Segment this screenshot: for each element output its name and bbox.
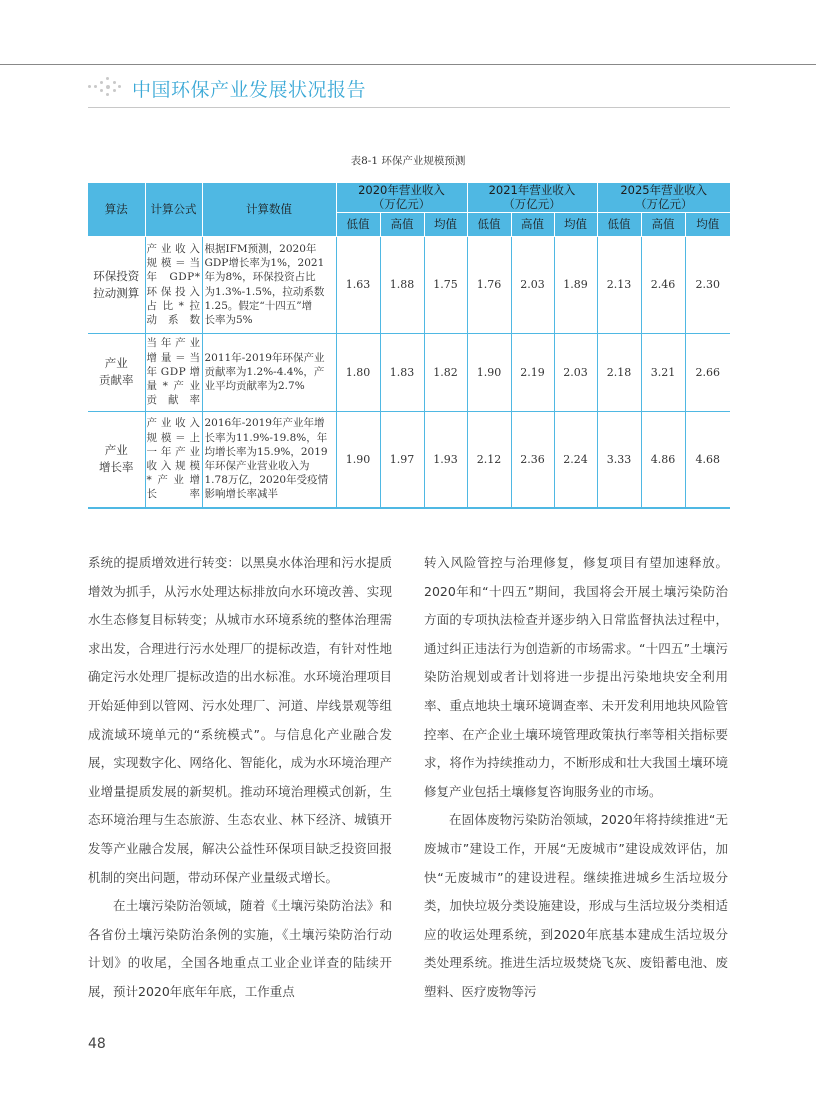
ornament-dot [88,85,91,88]
numeric-cell: 1.88 [380,236,424,333]
numeric-cell: 2.03 [511,236,554,333]
description-line: 2011年-2019年环保产业 [204,351,325,364]
formula-line: 产业收入 [146,242,201,255]
table-row [88,333,730,411]
algorithm-line: 产业 [104,443,128,457]
numeric-cell: 2.19 [511,333,554,411]
numeric-cell: 2.46 [641,236,685,333]
description-line: 贡献率为1.2%-4.4%，产 [204,365,325,378]
header-2020-low: 低值 [336,212,380,236]
header-rule [88,107,730,108]
description-line: 长率为5% [204,313,253,326]
header-2020-high: 高值 [380,212,424,236]
formula-line: 环保投入 [146,285,201,298]
numeric-cell: 1.90 [336,411,380,507]
description-line: 年环保产业营业收入为 [204,460,310,472]
value-description-cell [202,333,336,411]
numeric-cell: 1.75 [424,236,467,333]
algorithm-cell [88,333,145,411]
header-2021-avg: 均值 [554,212,597,236]
value-description-cell [202,411,336,507]
formula-cell [145,411,202,507]
description-line: 影响增长率减半 [204,488,278,501]
formula-line: 一年产业 [146,445,201,458]
description-line: 根据IFM预测，2020年 [204,242,317,255]
formula-line: 贡献率 [146,394,201,407]
header-2025-line2: （万亿元） [635,197,693,212]
header-2020 [336,183,467,212]
numeric-cell: 3.33 [597,411,641,507]
ornament-dot [113,81,116,84]
numeric-cell: 1.83 [380,333,424,411]
numeric-cell: 1.76 [467,236,511,333]
numeric-cell: 1.89 [554,236,597,333]
ornament-dot [100,89,103,92]
formula-line: 占比*拉 [146,299,201,312]
numeric-cell: 2.30 [685,236,730,333]
algorithm-line: 拉动测算 [93,285,140,300]
numeric-cell: 2.18 [597,333,641,411]
table-row [88,236,730,333]
numeric-cell: 1.90 [467,333,511,411]
algorithm-line: 环保投资 [93,268,140,283]
numeric-cell: 2.13 [597,236,641,333]
numeric-cell: 1.97 [380,411,424,507]
numeric-cell: 3.21 [641,333,685,411]
table-bottom-rule [88,508,730,509]
header-2020-avg: 均值 [424,212,467,236]
numeric-cell: 2.66 [685,333,730,411]
description-line: 均增长率为15.9%，2019 [204,445,328,458]
header-formula: 计算公式 [145,183,202,236]
algorithm-line: 产业 [104,356,128,370]
table-row [88,411,730,507]
description-line: 1.25。假定“十四五”增 [204,299,313,312]
algorithm-cell [88,236,145,333]
formula-line: 年GDP* [146,271,201,284]
description-line: 长率为11.9%-19.8%，年 [204,431,328,444]
header-2021-high: 高值 [511,212,554,236]
numeric-cell: 2.36 [511,411,554,507]
numeric-cell: 1.63 [336,236,380,333]
body-column-left [88,549,392,1007]
header-2021-line2: （万亿元） [503,197,561,212]
header-2025-low: 低值 [597,212,641,236]
ornament-dot [106,85,110,89]
header-2020-line2: （万亿元） [372,197,431,212]
formula-cell [145,333,202,411]
header-2025-avg: 均值 [685,212,730,236]
numeric-cell: 1.93 [424,411,467,507]
header-dots-ornament [88,77,124,97]
numeric-cell: 2.24 [554,411,597,507]
formula-cell [145,236,202,333]
ornament-dot [113,89,116,92]
numeric-cell: 2.12 [467,411,511,507]
algorithm-line: 增长率 [99,460,134,474]
body-paragraph: 转入风险管控与治理修复，修复项目有望加速释放。2020年和“十四五”期间，我国将会开展土壤污染防治方面的专项执法检查并逐步纳入日常监督执法过程中，通过纠正违法行为创造新的市场需求。“十四五”土壤污染防治规划或者计划将进一步提出污染地块安全利用率、重点地块土壤环境调查率、未开发利用地块风险管控率、在产企业土壤环境管理政策执行率等相关指标要求，将作为持续推动力，不断形成和壮大我国土壤环境修复产业包括土壤修复咨询服务业的市场。 [424,555,728,799]
description-line: 业平均贡献率为2.7% [204,380,305,393]
header-2021-low: 低值 [467,212,511,236]
header-2025-high: 高值 [641,212,685,236]
body-column-right [424,549,728,1007]
header-2025-line1: 2025年营业收入 [620,183,708,198]
formula-line: 年GDP增 [146,365,201,378]
formula-line: 收入规模 [146,460,201,472]
description-line: 为1.3%-1.5%，拉动系数 [204,285,325,298]
header-value: 计算数值 [202,183,336,236]
table-caption: 表8-1 环保产业规模预测 [350,155,466,167]
ornament-dot [94,85,97,88]
numeric-cell: 1.80 [336,333,380,411]
ornament-dot [118,85,121,88]
formula-line: 量*产业 [146,380,201,393]
numeric-cell: 1.82 [424,333,467,411]
ornament-dot [106,93,109,96]
body-paragraph: 在固体废物污染防治领域，2020年将持续推进“无废城市”建设工作，开展“无废城市”建设成效评估，加快“无废城市”的建设进程。继续推进城乡生活垃圾分类，加快垃圾分类设施建设，形成与生活垃圾分类相适应的收运处理系统，到2020年底基本建成生活垃圾分类处理系统。推进生活垃圾焚烧飞灰、废铅蓄电池、废塑料、医疗废物等污 [424,812,728,999]
numeric-cell: 4.86 [641,411,685,507]
formula-line: 产业收入 [146,417,201,430]
formula-line: 规模＝当 [146,257,201,270]
algorithm-cell [88,411,145,507]
ornament-dot [106,77,109,80]
formula-line: 长率 [146,488,201,501]
top-rule [0,64,816,65]
header-2025 [597,183,730,212]
header-2020-line1: 2020年营业收入 [358,183,445,198]
numeric-cell: 2.03 [554,333,597,411]
formula-line: 规模＝上 [146,431,201,444]
formula-line: 增量＝当 [146,351,201,364]
header-algorithm: 算法 [88,183,145,236]
description-line: 2016年-2019年产业年增 [204,417,325,430]
value-description-cell [202,236,336,333]
formula-line: *产业增 [146,474,201,487]
formula-line: 动系数 [146,313,201,326]
header-2021 [467,183,597,212]
description-line: 1.78万亿，2020年受疫情 [204,474,329,487]
running-header-title: 中国环保产业发展状况报告 [132,79,367,101]
description-line: 年为8%，环保投资占比 [204,271,316,284]
algorithm-line: 贡献率 [99,373,134,387]
header-2021-line1: 2021年营业收入 [488,183,576,198]
page-number: 48 [88,1036,106,1052]
numeric-cell: 4.68 [685,411,730,507]
forecast-table [88,183,730,508]
ornament-dot [100,81,103,84]
body-paragraph: 在土壤污染防治领域，随着《土壤污染防治法》和各省份土壤污染防治条例的实施，《土壤污染防治行动计划》的收尾，全国各地重点工业企业详查的陆续开展，预计2020年底年年底，工作重点 [88,898,392,999]
description-line: GDP增长率为1%，2021 [204,257,325,270]
body-paragraph: 系统的提质增效进行转变：以黑臭水体治理和污水提质增效为抓手，从污水处理达标排放向水环境改善、实现水生态修复目标转变；从城市水环境系统的整体治理需求出发，合理进行污水处理厂的提标改造，有针对性地确定污水处理厂提标改造的出水标准。水环境治理项目开始延伸到以管网、污水处理厂、河道、岸线景观等组成流域环境单元的“系统模式”。与信息化产业融合发展，实现数字化、网络化、智能化，成为水环境治理产业增量提质发展的新契机。推动环境治理模式创新，生态环境治理与生态旅游、生态农业、林下经济、城镇开发等产业融合发展，解决公益性环保项目缺乏投资回报机制的突出问题，带动环保产业量级式增长。 [88,555,392,885]
formula-line: 当年产业 [146,337,201,350]
